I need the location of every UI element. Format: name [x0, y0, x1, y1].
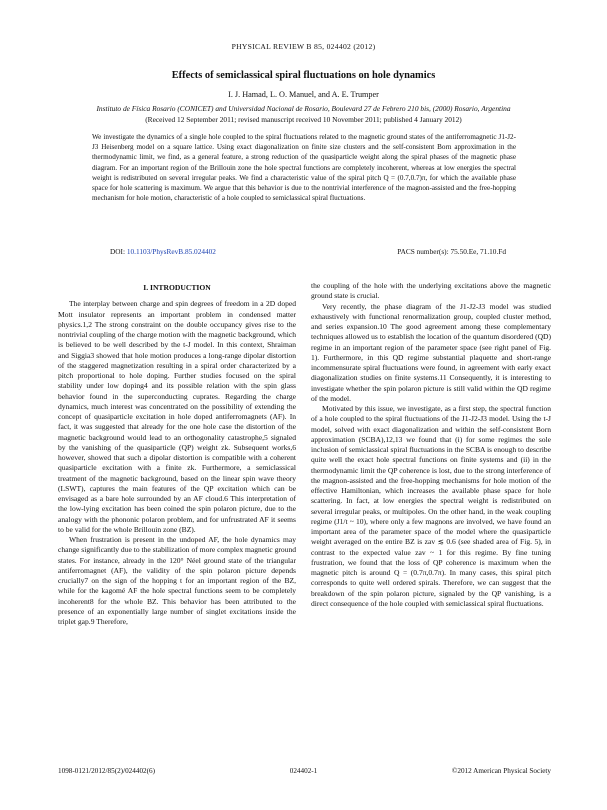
left-column [58, 283, 296, 627]
authors: I. J. Hamad, L. O. Manuel, and A. E. Trumper [228, 90, 379, 99]
affiliation: Instituto de Física Rosario (CONICET) and Universidad Nacional de Rosario, Boulevard 27 de Febrero 210 bis, (2000) Rosario, Argentina [96, 104, 511, 113]
paragraph: When frustration is present in the undoped AF, the hole dynamics may change significantly due to the stabilization of more complex magnetic ground states. For instance, already in the 120° Néel ground state of the triangular antiferromagnet (AF), the validity of the spin polaron picture depends crucially7 on the sign of the hopping t for an important region of the BZ, while for the kagomé AF the hole spectral functions seem to be completely incoherent8 for the whole BZ. This behavior has been attributed to the presence of an exponentially large number of singlet excitations inside the triplet gap.9 Therefore, [58, 535, 296, 626]
abstract: We investigate the dynamics of a single hole coupled to the spiral fluctuations related to the magnetic ground states of the antiferromagnetic J1-J2-J3 Heisenberg model on a square lattice. Using exact diagonalization on finite size clusters and the self-consistent Born approximation in the thermodynamic limit, we find, as a general feature, a strong reduction of the quasiparticle weight along the spiral phases of the magnetic phase diagram. For an important region of the Brillouin zone the hole spectral functions are completely incoherent, whereas at low energies the spectral weight is redistributed on several irregular peaks. We find a characteristic value of the spiral pitch Q = (0.7,0.7)π, for which the available phase space for hole scattering is maximum. We argue that this behavior is due to the nontrivial interference of the magnon-assisted and the free-hopping mechanism for hole motion, characteristic of a hole coupled to semiclassical spiral fluctuations. [92, 133, 516, 203]
paper-title: Effects of semiclassical spiral fluctuations on hole dynamics [171, 70, 436, 81]
paragraph: Very recently, the phase diagram of the J1-J2-J3 model was studied exhaustively with functional renormalization group, coupled cluster method, and series expansion.10 The good agreement among these complementary techniques allowed us to establish the location of the quantum disordered (QD) regime in an important region of the parameter space (see right panel of Fig. 1). Furthermore, in this QD regime substantial plaquette and short-range incommensurate spiral fluctuations were found, in agreement with early exact diagonalization studies on finite systems.11 Consequently, it is interesting to investigate whether the spin polaron picture is still valid within the QD regime of the model. [311, 301, 551, 403]
doi [110, 247, 216, 256]
paragraph: The interplay between charge and spin degrees of freedom in a 2D doped Mott insulator represents an important problem in condensed matter physics.1,2 The strong constraint on the double occupancy gives rise to the nontrivial coupling of the charge motion with the magnetic background, which is believed to be well described by the t-J model. In this context, Shraiman and Siggia3 showed that hole motion produces a long-range dipolar distortion of the staggered magnetization resulting in a spiral order characterized by a pitch proportional to hole doping. Further studies focused on the spiral stability under low doping4 and its possible relation with the spin glass behavior found in the superconducting cuprates. Regarding the charge dynamics, much interest was concentrated on the possibility of extending the concept of quasiparticle excitation in hole doped antiferromagnets (AF). In fact, it was suggested that already for the one hole case the distortion of the magnetic background would lead to an orthogonality catastrophe,5 signaled by the vanishing of the quasiparticle (QP) weight zk. Subsequent works,6 however, showed that such a dipolar distortion is compatible with a coherent quasiparticle excitation with a finite zk. Furthermore, a semiclassical treatment of the magnetic background, based on the linear spin wave theory (LSWT), captures the main features of the QP excitation which can be envisaged as a bare hole surrounded by an AF cloud.6 This interpretation of the low-lying excitation has been coined the spin polaron picture, due to the analogy with the phononic polaron problem, and for unfrustrated AF it seems to be valid for the whole Brillouin zone (BZ). [58, 299, 296, 534]
page-number: 024402-1 [289, 767, 318, 775]
paragraph: the coupling of the hole with the underlying excitations above the magnetic ground state is crucial. [311, 281, 551, 301]
section-heading: I. INTRODUCTION [143, 283, 211, 292]
right-column [311, 281, 551, 609]
received-dates: (Received 12 September 2011; revised manuscript received 10 November 2011; published 4 January 2012) [145, 115, 462, 124]
doi-link[interactable]: 10.1103/PhysRevB.85.024402 [126, 247, 216, 256]
paragraph: Motivated by this issue, we investigate, as a first step, the spectral function of a hole coupled to the spiral fluctuations of the J1-J2-J3 model. Using the t-J model, solved with exact diagonalization and within the self-consistent Born approximation (SCBA),12,13 we found that (i) for some regimes the sole inclusion of semiclassical spiral fluctuations in the SCBA is enough to describe quite well the exact hole spectral functions on finite systems and (ii) in the thermodynamic limit the QP coherence is lost, due to the strong interference of the magnon-assisted and the free-hopping mechanisms for hole motion of the effective Hamiltonian, which increases the available phase space for hole scattering. In fact, at low energies the spectral weight is redistributed on several irregular peaks, or multipoles. On the other hand, in the weak coupling regime (J1/t ~ 10), where only a few magnons are involved, we have found an important area of the parameter space of the model where the quasiparticle weight averaged on the entire BZ is zav ≲ 0.6 (see shaded area of Fig. 5), in contrast to the expected value zav ~ 1 for this regime. By fine tuning frustration, we found that the loss of QP coherence is maximum when the magnetic pitch is around Q = (0.7π,0.7π). In many cases, this spiral pitch corresponds to quite well ordered spirals. Therefore, we can suggest that the breakdown of the spin polaron picture, signaled by the QP vanishing, is a direct consequence of the hole coupled with semiclassical spiral fluctuations. [311, 404, 551, 608]
copyright: ©2012 American Physical Society [451, 767, 551, 775]
journal-header: PHYSICAL REVIEW B 85, 024402 (2012) [231, 42, 376, 51]
doi-prefix: DOI: [110, 247, 127, 256]
footer-issn: 1098-0121/2012/85(2)/024402(6) [58, 767, 156, 775]
pacs-numbers: PACS number(s): 75.50.Ee, 71.10.Fd [397, 247, 506, 256]
